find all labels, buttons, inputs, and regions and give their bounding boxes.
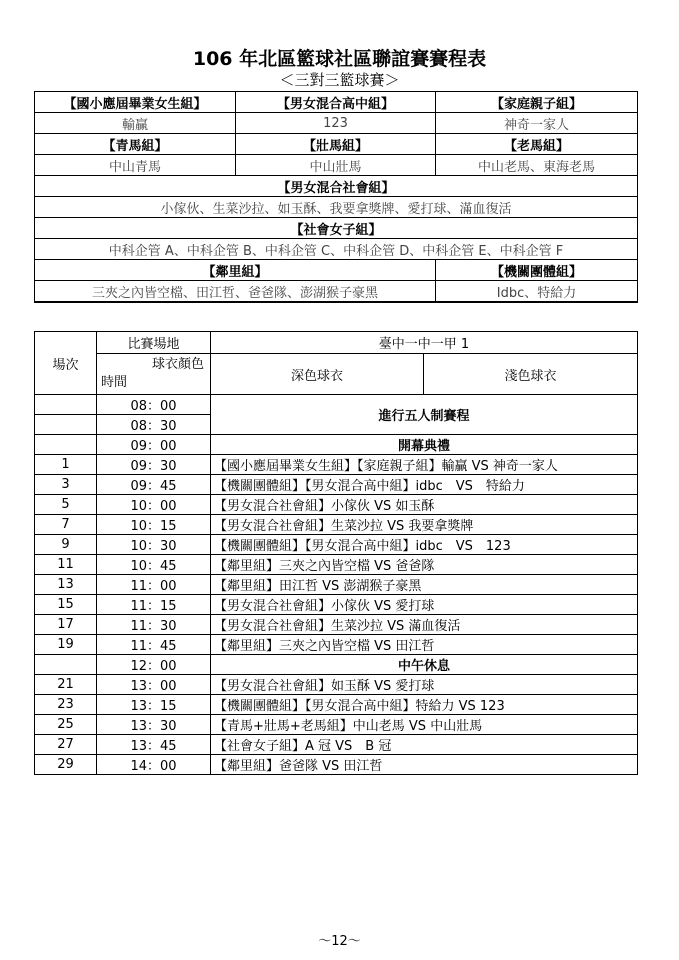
- match-pairing: 【男女混合社會組】小傢伙 VS 如玉酥: [211, 495, 638, 515]
- group-teams: 中山壯馬: [236, 155, 436, 176]
- group-header: 【家庭親子組】: [436, 92, 638, 113]
- group-header: 【國小應屆畢業女生組】: [35, 92, 236, 113]
- dark-jersey-header: 深色球衣: [211, 354, 424, 395]
- match-number: 9: [35, 535, 97, 555]
- table-row: [35, 395, 638, 415]
- match-time: 10：15: [97, 515, 211, 535]
- match-number: 25: [35, 715, 97, 735]
- match-pairing: 【機關團體組】【男女混合高中組】idbc VS 123: [211, 535, 638, 555]
- jersey-time-header: [97, 354, 211, 395]
- match-time: 13：00: [97, 675, 211, 695]
- table-row: [35, 615, 638, 635]
- match-pairing: 【社會女子組】A 冠 VS B 冠: [211, 735, 638, 755]
- table-row: [35, 515, 638, 535]
- table-row: [35, 495, 638, 515]
- group-teams: Idbc、特給力: [436, 281, 638, 303]
- group-header: 【男女混合社會組】: [35, 176, 638, 197]
- group-header: 【鄰里組】: [35, 260, 436, 281]
- match-pairing: 【鄰里組】三夾之內皆空檔 VS 田江哲: [211, 635, 638, 655]
- match-time: 09：30: [97, 455, 211, 475]
- match-number: 21: [35, 675, 97, 695]
- jersey-label: 球衣顏色: [151, 357, 204, 372]
- match-number: 5: [35, 495, 97, 515]
- match-time: 09：00: [97, 435, 211, 455]
- venue-name: 臺中一中一甲 1: [211, 332, 638, 354]
- page-subtitle: ＜三對三籃球賽＞: [279, 71, 400, 89]
- table-row: [35, 715, 638, 735]
- match-pairing: 【男女混合社會組】如玉酥 VS 愛打球: [211, 675, 638, 695]
- match-pairing: 【男女混合社會組】生菜沙拉 VS 滿血復活: [211, 615, 638, 635]
- match-number: 1: [35, 455, 97, 475]
- match-number: [35, 435, 97, 455]
- match-time: 08：30: [97, 415, 211, 435]
- group-teams: 中山老馬、東海老馬: [436, 155, 638, 176]
- match-number: 3: [35, 475, 97, 495]
- match-pairing: 【鄰里組】田江哲 VS 澎湖猴子豪黑: [211, 575, 638, 595]
- page-number: ～12～: [318, 934, 361, 949]
- table-row: [35, 595, 638, 615]
- table-row: [35, 755, 638, 775]
- schedule-table: [34, 331, 638, 775]
- match-time: 14：00: [97, 755, 211, 775]
- match-number: [35, 415, 97, 435]
- group-teams: 中山青馬: [35, 155, 236, 176]
- match-time: 13：30: [97, 715, 211, 735]
- group-teams: 三夾之內皆空檔、田江哲、爸爸隊、澎湖猴子豪黑: [35, 281, 436, 303]
- groups-table: [34, 91, 638, 303]
- light-jersey-header: 淺色球衣: [424, 354, 638, 395]
- match-number: 7: [35, 515, 97, 535]
- match-time: 08：00: [97, 395, 211, 415]
- table-row: [35, 435, 638, 455]
- match-time: 13：15: [97, 695, 211, 715]
- match-number: [35, 395, 97, 415]
- match-number: 15: [35, 595, 97, 615]
- match-pairing: 【國小應屆畢業女生組】【家庭親子組】輸贏 VS 神奇一家人: [211, 455, 638, 475]
- match-number: 13: [35, 575, 97, 595]
- five-player-note: 進行五人制賽程: [211, 395, 638, 435]
- match-time: 09：45: [97, 475, 211, 495]
- match-time: 11：00: [97, 575, 211, 595]
- match-pairing: 【男女混合社會組】生菜沙拉 VS 我要拿獎牌: [211, 515, 638, 535]
- table-row: [35, 675, 638, 695]
- match-number: 17: [35, 615, 97, 635]
- group-teams: 中科企管 A、中科企管 B、中科企管 C、中科企管 D、中科企管 E、中科企管 F: [35, 239, 638, 260]
- match-pairing: 【機關團體組】【男女混合高中組】idbc VS 特給力: [211, 475, 638, 495]
- match-pairing: 【男女混合社會組】小傢伙 VS 愛打球: [211, 595, 638, 615]
- table-row: [35, 655, 638, 675]
- match-pairing: 【鄰里組】三夾之內皆空檔 VS 爸爸隊: [211, 555, 638, 575]
- match-time: 13：45: [97, 735, 211, 755]
- match-time: 12：00: [97, 655, 211, 675]
- group-teams: 神奇一家人: [436, 113, 638, 134]
- group-header: 【機關團體組】: [436, 260, 638, 281]
- group-header: 【老馬組】: [436, 134, 638, 155]
- match-time: 11：45: [97, 635, 211, 655]
- table-row: [35, 695, 638, 715]
- match-number: 19: [35, 635, 97, 655]
- match-time: 11：30: [97, 615, 211, 635]
- group-header: 【社會女子組】: [35, 218, 638, 239]
- schedule-event: 中午休息: [211, 655, 638, 675]
- match-time: 10：00: [97, 495, 211, 515]
- match-pairing: 【鄰里組】爸爸隊 VS 田江哲: [211, 755, 638, 775]
- match-number: 27: [35, 735, 97, 755]
- group-header: 【男女混合高中組】: [236, 92, 436, 113]
- time-label: 時間: [101, 375, 128, 390]
- group-teams: 小傢伙、生菜沙拉、如玉酥、我要拿獎牌、愛打球、滿血復活: [35, 197, 638, 218]
- table-row: [35, 635, 638, 655]
- table-row: [35, 555, 638, 575]
- table-row: [35, 475, 638, 495]
- match-time: 11：15: [97, 595, 211, 615]
- match-number: [35, 655, 97, 675]
- table-row: [35, 455, 638, 475]
- match-time: 10：45: [97, 555, 211, 575]
- group-header: 【青馬組】: [35, 134, 236, 155]
- match-no-header: 場次: [35, 332, 97, 395]
- table-row: [35, 535, 638, 555]
- match-number: 11: [35, 555, 97, 575]
- group-teams: 123: [236, 113, 436, 134]
- match-number: 29: [35, 755, 97, 775]
- schedule-event: 開幕典禮: [211, 435, 638, 455]
- match-pairing: 【機關團體組】【男女混合高中組】特給力 VS 123: [211, 695, 638, 715]
- group-header: 【壯馬組】: [236, 134, 436, 155]
- match-time: 10：30: [97, 535, 211, 555]
- table-row: [35, 735, 638, 755]
- match-pairing: 【青馬+壯馬+老馬組】中山老馬 VS 中山壯馬: [211, 715, 638, 735]
- venue-label: 比賽場地: [97, 332, 211, 354]
- match-number: 23: [35, 695, 97, 715]
- table-row: [35, 575, 638, 595]
- page-title: 106 年北區籃球社區聯誼賽賽程表: [192, 48, 487, 70]
- group-teams: 輸贏: [35, 113, 236, 134]
